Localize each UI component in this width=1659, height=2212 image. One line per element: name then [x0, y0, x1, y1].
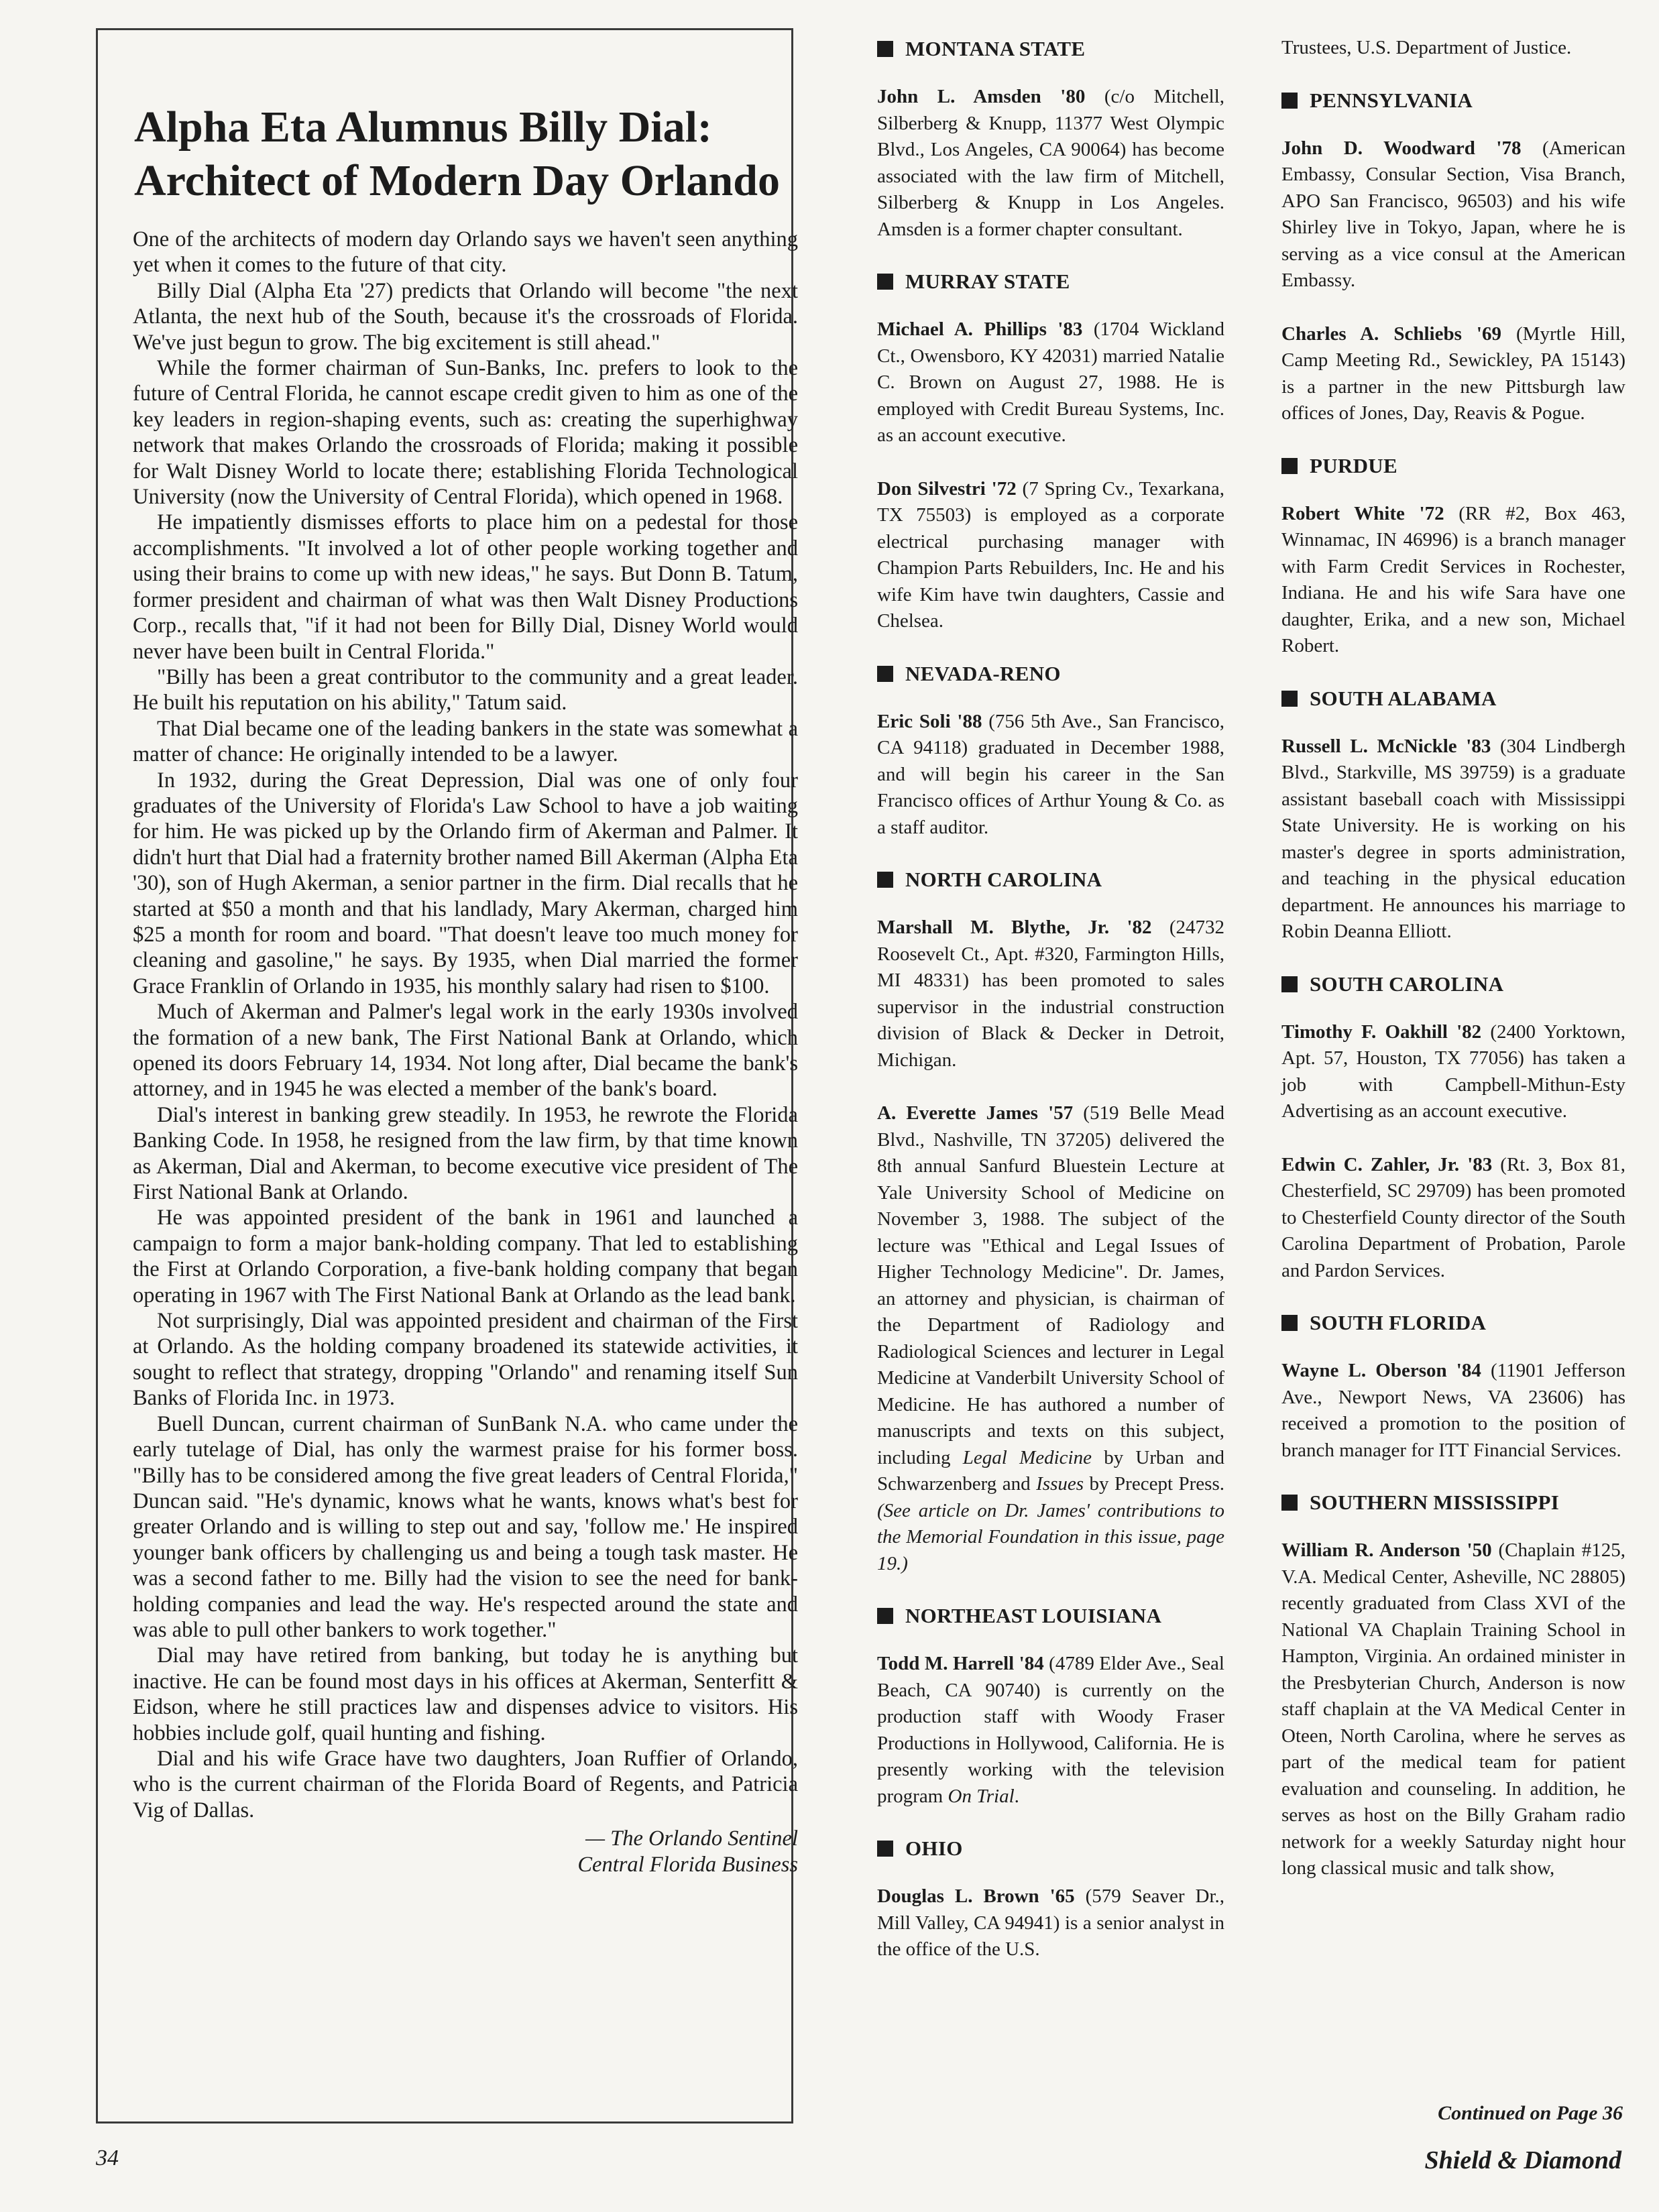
square-bullet-icon [877, 666, 893, 682]
section-header-south-florida: SOUTH FLORIDA [1281, 1311, 1625, 1335]
article-paragraph: Buell Duncan, current chairman of SunBank N.A. who came under the early tutelage of Dial, has only the warmest praise for his former boss. "Billy has to be considered among the five great leaders of Central Florida," Duncan said. "He's dynamic, knows what he wants, knows what's best for greater Orlando and is willing to step out and say, 'follow me.' He inspired younger bank officers by challenging us and being a tough task master. He was a second father to me. Billy had the vision to see the need for bank-holding companies and lead the way. He's respected around the state and was able to pull other bankers to work together." [133, 1411, 798, 1642]
alumni-name: Edwin C. Zahler, Jr. '83 [1281, 1153, 1493, 1175]
alumni-note: Charles A. Schliebs '69 (Myrtle Hill, Camp Meeting Rd., Sewickley, PA 15143) is a partner in the new Pittsburgh law offices of Jones, Day, Reavis & Pogue. [1281, 323, 1626, 424]
square-bullet-icon [1281, 976, 1298, 992]
section-header-north-carolina: NORTH CAROLINA [877, 868, 1224, 892]
article-paragraph: That Dial became one of the leading bankers in the state was somewhat a matter of chance: He originally intended to be a lawyer. [133, 716, 798, 767]
alumni-note: Wayne L. Oberson '84 (11901 Jefferson Ave., Newport News, VA 23606) has received a promotion to the position of branch manager for ITT Financial Services. [1281, 1360, 1625, 1461]
alumni-name: William R. Anderson '50 [1281, 1539, 1492, 1561]
continued-on-page: Continued on Page 36 [1438, 2102, 1623, 2124]
book-title: Legal Medicine [962, 1446, 1092, 1468]
article-paragraph: Much of Akerman and Palmer's legal work in the early 1930s involved the formation of a new bank, The First National Bank at Orlando, which opened its doors February 14, 1934. Not long after, Dial became the bank's attorney, and in 1945 he was elected a member of the bank's board. [133, 1000, 798, 1102]
section-header-northeast-louisiana: NORTHEAST LOUISIANA [877, 1604, 1224, 1628]
square-bullet-icon [877, 274, 893, 290]
alumni-name: A. Everette James '57 [877, 1102, 1074, 1124]
article-paragraph: Dial and his wife Grace have two daughters, Joan Ruffier of Orlando, who is the current chairman of the Florida Board of Regents, and Patricia Vig of Dallas. [133, 1746, 798, 1822]
alumni-note: A. Everette James '57 (519 Belle Mead Blvd., Nashville, TN 37205) delivered the 8th annual Sanfurd Bluestein Lecture at Yale University School of Medicine on November 3, 1988. The subject of the lecture was "Ethical and Legal Issues of Higher Technology Medicine". Dr. James, an attorney and physician, is chairman of the Department of Radiology and Radiological Sciences and lecturer in Legal Medicine at Vanderbilt University School of Medicine. He has authored a number of manuscripts and texts on this subject, including Legal Medicine by Urban and Schwarzenberg and Issues by Precept Press. (See article on Dr. James' contributions to the Memorial Foundation in this issue, page 19.) [877, 1102, 1225, 1574]
alumni-note: Douglas L. Brown '65 (579 Seaver Dr., Mill Valley, CA 94941) is a senior analyst in the office of the U.S. [877, 1885, 1225, 1960]
square-bullet-icon [1281, 1315, 1298, 1331]
alumni-name: Timothy F. Oakhill '82 [1281, 1021, 1482, 1043]
square-bullet-icon [877, 872, 893, 888]
article-paragraph: He impatiently dismisses efforts to place him on a pedestal for those accomplishments. "It involved a lot of other people working together and using their brains to come up with new ideas," he says. But Donn B. Tatum, former president and chairman of what was then Walt Disney Productions Corp., recalls that, "if it had not been for Billy Dial, Disney World would never have been built in Central Florida." [133, 510, 798, 664]
section-header-murray-state: MURRAY STATE [877, 270, 1224, 294]
square-bullet-icon [1281, 458, 1298, 474]
section-header-montana-state: MONTANA STATE [877, 37, 1224, 61]
section-header-ohio: OHIO [877, 1837, 1224, 1861]
attribution-source: — The Orlando Sentinel [585, 1826, 798, 1851]
article-paragraph: He was appointed president of the bank in 1961 and launched a campaign to form a major bank-holding company. That led to establishing the First at Orlando Corporation, a five-bank holding company that began operating in 1967 with The First National Bank at Orlando as the lead bank. [133, 1206, 798, 1307]
alumni-note: William R. Anderson '50 (Chaplain #125, V.A. Medical Center, Asheville, NC 28805) recently graduated from Class XVI of the National VA Chaplain Training School in Hampton, Virginia. An ordained minister in the Presbyterian Church, Anderson is now staff chaplain at the VA Medical Center in Oteen, North Carolina, where he serves as part of the medical team for patient evaluation and counseling. In addition, he serves as host on the Billy Graham radio network for a weekly Saturday night hour long classical music and talk show, [1281, 1539, 1625, 1879]
alumni-note: Michael A. Phillips '83 (1704 Wickland Ct., Owensboro, KY 42031) married Natalie C. Brown on August 27, 1988. He is employed with Credit Bureau Systems, Inc. as an account executive. [877, 318, 1224, 446]
article-paragraph: In 1932, during the Great Depression, Dial was one of only four graduates of the University of Florida's Law School to have a job waiting for him. He was picked up by the Orlando firm of Akerman and Palmer. It didn't hurt that Dial had a fraternity brother named Bill Akerman (Alpha Eta '30), son of Hugh Akerman, a senior partner in the firm. Dial recalls that he started at $50 a month and that his landlady, Mary Akerman, charged him $25 a month for room and board. "That doesn't leave too much money for cleaning and gasoline," he says. By 1935, when Dial married the former Grace Franklin of Orlando in 1935, his monthly salary had risen to $100. [133, 768, 798, 998]
article-title-line2: Architect of Modern Day Orlando [134, 156, 780, 205]
alumni-name: Douglas L. Brown '65 [877, 1885, 1075, 1907]
square-bullet-icon [877, 1841, 893, 1857]
alumni-name: John L. Amsden '80 [877, 86, 1086, 107]
article-title-line1: Alpha Eta Alumnus Billy Dial: [134, 103, 712, 152]
alumni-note: Eric Soli '88 (756 5th Ave., San Francisco, CA 94118) graduated in December 1988, and will begin his career in the San Francisco offices of Arthur Young & Co. as a staff auditor. [877, 710, 1224, 838]
section-header-south-alabama: SOUTH ALABAMA [1281, 687, 1625, 711]
see-also-note: (See article on Dr. James' contributions to the Memorial Foundation in this issue, page 19.) [877, 1499, 1224, 1574]
square-bullet-icon [1281, 691, 1298, 707]
square-bullet-icon [1281, 93, 1298, 109]
alumni-note: Russell L. McNickle '83 (304 Lindbergh Blvd., Starkville, MS 39759) is a graduate assistant baseball coach with Mississippi State University. He is working on his master's degree in sports administration, and teaching in the physical education department. He announces his marriage to Robin Deanna Elliott. [1281, 735, 1626, 942]
section-header-south-carolina: SOUTH CAROLINA [1281, 972, 1625, 996]
square-bullet-icon [877, 41, 893, 57]
article-body [133, 227, 798, 1877]
alumni-name: Charles A. Schliebs '69 [1281, 323, 1501, 345]
square-bullet-icon [877, 1608, 893, 1624]
section-header-pennsylvania: PENNSYLVANIA [1281, 89, 1625, 113]
article-title [134, 101, 805, 208]
article-paragraph: While the former chairman of Sun-Banks, Inc. prefers to look to the future of Central Florida, he cannot escape credit given to him as one of the key leaders in region-shaping events, such as: creating the superhighway network that makes Orlando the crossroads of Florida; making it possible for Walt Disney World to locate there; establishing Florida Technological University (now the University of Central Florida), which opened in 1968. [133, 356, 798, 510]
alumni-name: Eric Soli '88 [877, 710, 982, 732]
alumni-name: Michael A. Phillips '83 [877, 318, 1083, 340]
article-paragraph: "Billy has been a great contributor to the community and a great leader. He built his reputation on his ability," Tatum said. [133, 664, 798, 715]
page-number: 34 [96, 2146, 119, 2170]
alumni-name: Russell L. McNickle '83 [1281, 735, 1491, 757]
alumni-note: Todd M. Harrell '84 (4789 Elder Ave., Seal Beach, CA 90740) is currently on the production staff with Woody Fraser Productions in Hollywood, California. He is presently working with the television program On Trial. [877, 1653, 1224, 1807]
square-bullet-icon [1281, 1495, 1298, 1511]
alumni-note: Edwin C. Zahler, Jr. '83 (Rt. 3, Box 81, Chesterfield, SC 29709) has been promoted to Chesterfield County director of the South Carolina Department of Probation, Parole and Pardon Services. [1281, 1153, 1626, 1281]
magazine-name: Shield & Diamond [1424, 2146, 1621, 2174]
book-title: Issues [1036, 1473, 1084, 1495]
alumni-note: Robert White '72 (RR #2, Box 463, Winnamac, IN 46996) is a branch manager with Farm Credit Services in Rochester, Indiana. He and his wife Sara have one daughter, Erika, and a new son, Michael Robert. [1281, 502, 1625, 656]
alumni-note: Timothy F. Oakhill '82 (2400 Yorktown, Apt. 57, Houston, TX 77056) has taken a job with Campbell-Mithun-Esty Advertising as an account executive. [1281, 1021, 1626, 1122]
alumni-note-continued: Trustees, U.S. Department of Justice. [1281, 37, 1572, 58]
article-paragraph: Dial may have retired from banking, but today he is anything but inactive. He can be found most days in his offices at Akerman, Senterfitt & Eidson, where he still practices law and dispenses advice to visitors. His hobbies include golf, quail hunting and fishing. [133, 1643, 798, 1745]
alumni-note: John L. Amsden '80 (c/o Mitchell, Silberberg & Knupp, 11377 West Olympic Blvd., Los Angeles, CA 90064) has become associated with the law firm of Mitchell, Silberberg & Knupp in Los Angeles. Amsden is a former chapter consultant. [877, 86, 1224, 240]
alumni-notes-column-1 [877, 37, 1224, 1990]
show-title: On Trial [948, 1785, 1015, 1807]
article-paragraph: Dial's interest in banking grew steadily. In 1953, he rewrote the Florida Banking Code. In 1958, he resigned from the law firm, by that time known as Akerman, Dial and Akerman, to become executive vice president of The First National Bank at Orlando. [133, 1102, 798, 1205]
article-paragraph: One of the architects of modern day Orlando says we haven't seen anything yet when it comes to the future of that city. [133, 227, 798, 278]
attribution-section: Central Florida Business [577, 1852, 798, 1877]
alumni-name: Marshall M. Blythe, Jr. '82 [877, 917, 1152, 938]
article-attribution [133, 1826, 798, 1877]
alumni-notes-column-2 [1281, 35, 1625, 1909]
article-paragraph: Billy Dial (Alpha Eta '27) predicts that Orlando will become "the next Atlanta, the next hub of the South, because it's the crossroads of Florida. We've just begun to grow. The big excitement is still ahead." [133, 278, 798, 355]
section-header-purdue: PURDUE [1281, 454, 1625, 478]
alumni-note: Marshall M. Blythe, Jr. '82 (24732 Roosevelt Ct., Apt. #320, Farmington Hills, MI 48331) has been promoted to sales supervisor in the industrial construction division of Black & Decker in Detroit, Michigan. [877, 917, 1224, 1071]
alumni-name: Robert White '72 [1281, 502, 1444, 524]
alumni-note: Don Silvestri '72 (7 Spring Cv., Texarkana, TX 75503) is employed as a corporate electrical purchasing manager with Champion Parts Rebuilders, Inc. He and his wife Kim have twin daughters, Cassie and Chelsea. [877, 477, 1224, 632]
alumni-name: Wayne L. Oberson '84 [1281, 1360, 1481, 1381]
alumni-note: John D. Woodward '78 (American Embassy, Consular Section, Visa Branch, APO San Francisco, 96503) and his wife Shirley live in Tokyo, Japan, where he is serving as a vice consul at the American Embassy. [1281, 137, 1625, 291]
alumni-name: Don Silvestri '72 [877, 477, 1017, 500]
section-header-southern-mississippi: SOUTHERN MISSISSIPPI [1281, 1491, 1625, 1515]
article-paragraph: Not surprisingly, Dial was appointed president and chairman of the First at Orlando. As the holding company broadened its statewide activities, it sought to reflect that strategy, dropping "Orlando" and renaming itself Sun Banks of Florida Inc. in 1973. [133, 1309, 798, 1411]
section-header-nevada-reno: NEVADA-RENO [877, 662, 1224, 686]
alumni-name: John D. Woodward '78 [1281, 137, 1522, 159]
alumni-name: Todd M. Harrell '84 [877, 1653, 1044, 1674]
